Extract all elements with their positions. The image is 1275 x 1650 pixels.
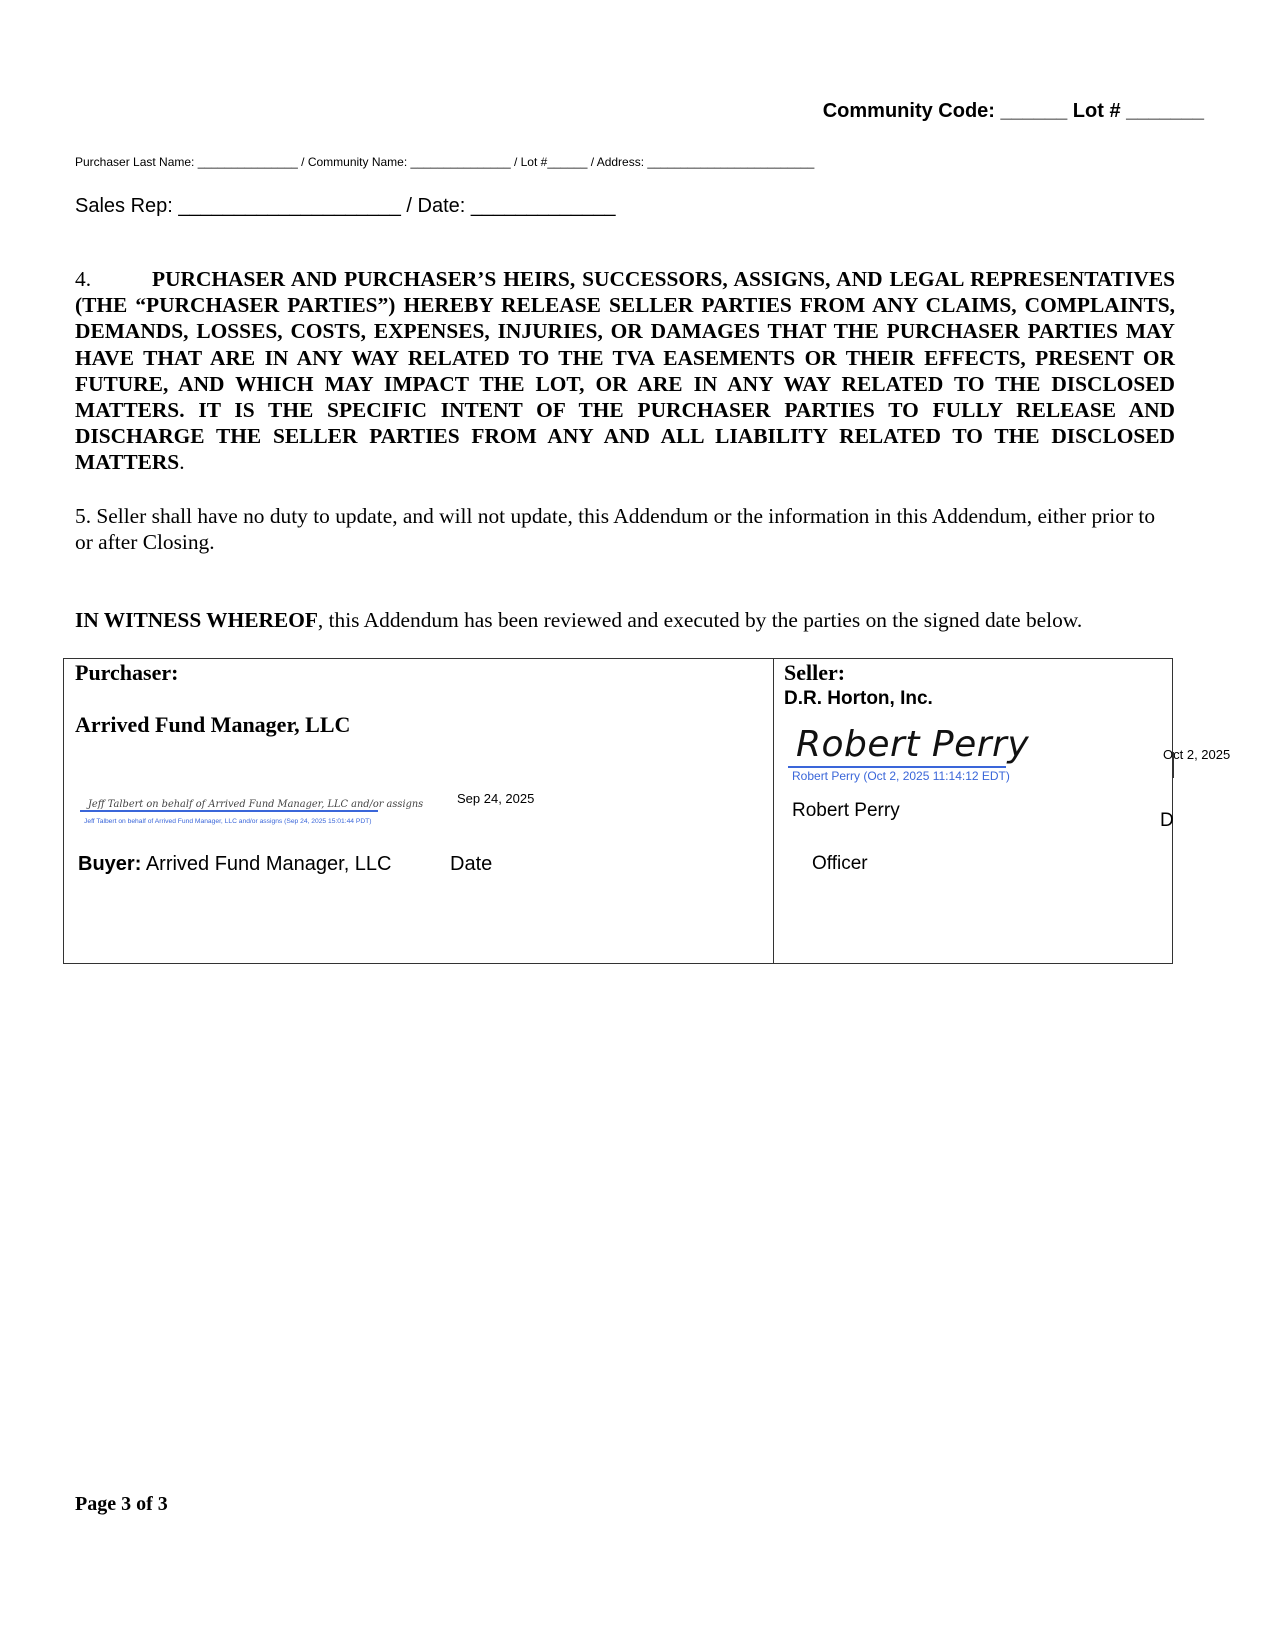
witness-bold: IN WITNESS WHEREOF	[75, 608, 318, 632]
signature-table-divider	[773, 658, 774, 964]
seller-signature-caption: Robert Perry (Oct 2, 2025 11:14:12 EDT)	[792, 769, 1010, 783]
sales-rep-line: Sales Rep: ____________________ / Date: _____________	[75, 195, 616, 217]
witness-rest: , this Addendum has been reviewed and executed by the parties on the signed date below.	[317, 608, 1083, 632]
seller-signature-line	[788, 766, 1006, 768]
purchaser-company: Arrived Fund Manager, LLC	[75, 712, 351, 737]
seller-signature[interactable]: Robert Perry	[796, 724, 1030, 765]
clause-4-release	[75, 266, 1175, 476]
buyer-name: Arrived Fund Manager, LLC	[141, 853, 392, 875]
buyer-label: Buyer:	[78, 853, 142, 875]
seller-date-fragment: D	[1160, 810, 1174, 831]
clause-5-no-update: 5. Seller shall have no duty to update, and will not update, this Addendum or the information in this Addendum, either prior to or after Closing.	[75, 504, 1156, 555]
seller-label: Seller:	[784, 660, 846, 685]
seller-title: Officer	[812, 853, 868, 874]
purchaser-info-line: Purchaser Last Name: _______________ / Community Name: _______________ / Lot #______ / Address: _________________________	[75, 155, 815, 169]
seller-date-tick	[1173, 752, 1174, 778]
purchaser-signature-line	[80, 810, 378, 812]
clause-4-period: .	[179, 450, 185, 475]
buyer-label-line	[78, 853, 392, 876]
clause-4-number: 4.	[75, 267, 92, 291]
community-code-lot-line: Community Code: ______ Lot # _______	[822, 100, 1204, 122]
purchaser-signature[interactable]: Jeff Talbert on behalf of Arrived Fund Manager, LLC and/or assigns	[88, 799, 424, 810]
purchaser-signature-caption: Jeff Talbert on behalf of Arrived Fund Manager, LLC and/or assigns (Sep 24, 2025 15:01:44 PDT)	[84, 818, 372, 825]
clause-4-text: PURCHASER AND PURCHASER’S HEIRS, SUCCESSORS, ASSIGNS, AND LEGAL REPRESENTATIVES (THE “PURCHASER PARTIES”) HEREBY RELEASE SELLER PARTIES FROM ANY CLAIMS, COMPLAINTS, DEMANDS, LOSSES, COSTS, EXPENSES, INJURIES, OR DAMAGES THAT THE PURCHASER PARTIES MAY HAVE THAT ARE IN ANY WAY RELATED TO THE TVA EASEMENTS OR THEIR EFFECTS, PRESENT OR FUTURE, AND WHICH MAY IMPACT THE LOT, OR ARE IN ANY WAY RELATED TO THE DISCLOSED MATTERS. IT IS THE SPECIFIC INTENT OF THE PURCHASER PARTIES TO FULLY RELEASE AND DISCHARGE THE SELLER PARTIES FROM ANY AND ALL LIABILITY RELATED TO THE DISCLOSED MATTERS	[75, 267, 1175, 475]
seller-company: D.R. Horton, Inc.	[784, 688, 933, 709]
buyer-date-label: Date	[450, 853, 493, 875]
page-number: Page 3 of 3	[75, 1493, 168, 1515]
seller-name: Robert Perry	[792, 800, 900, 821]
seller-signed-date: Oct 2, 2025	[1163, 747, 1231, 762]
purchaser-label: Purchaser:	[75, 660, 179, 685]
witness-statement	[75, 607, 1175, 633]
purchaser-signed-date: Sep 24, 2025	[457, 791, 535, 806]
